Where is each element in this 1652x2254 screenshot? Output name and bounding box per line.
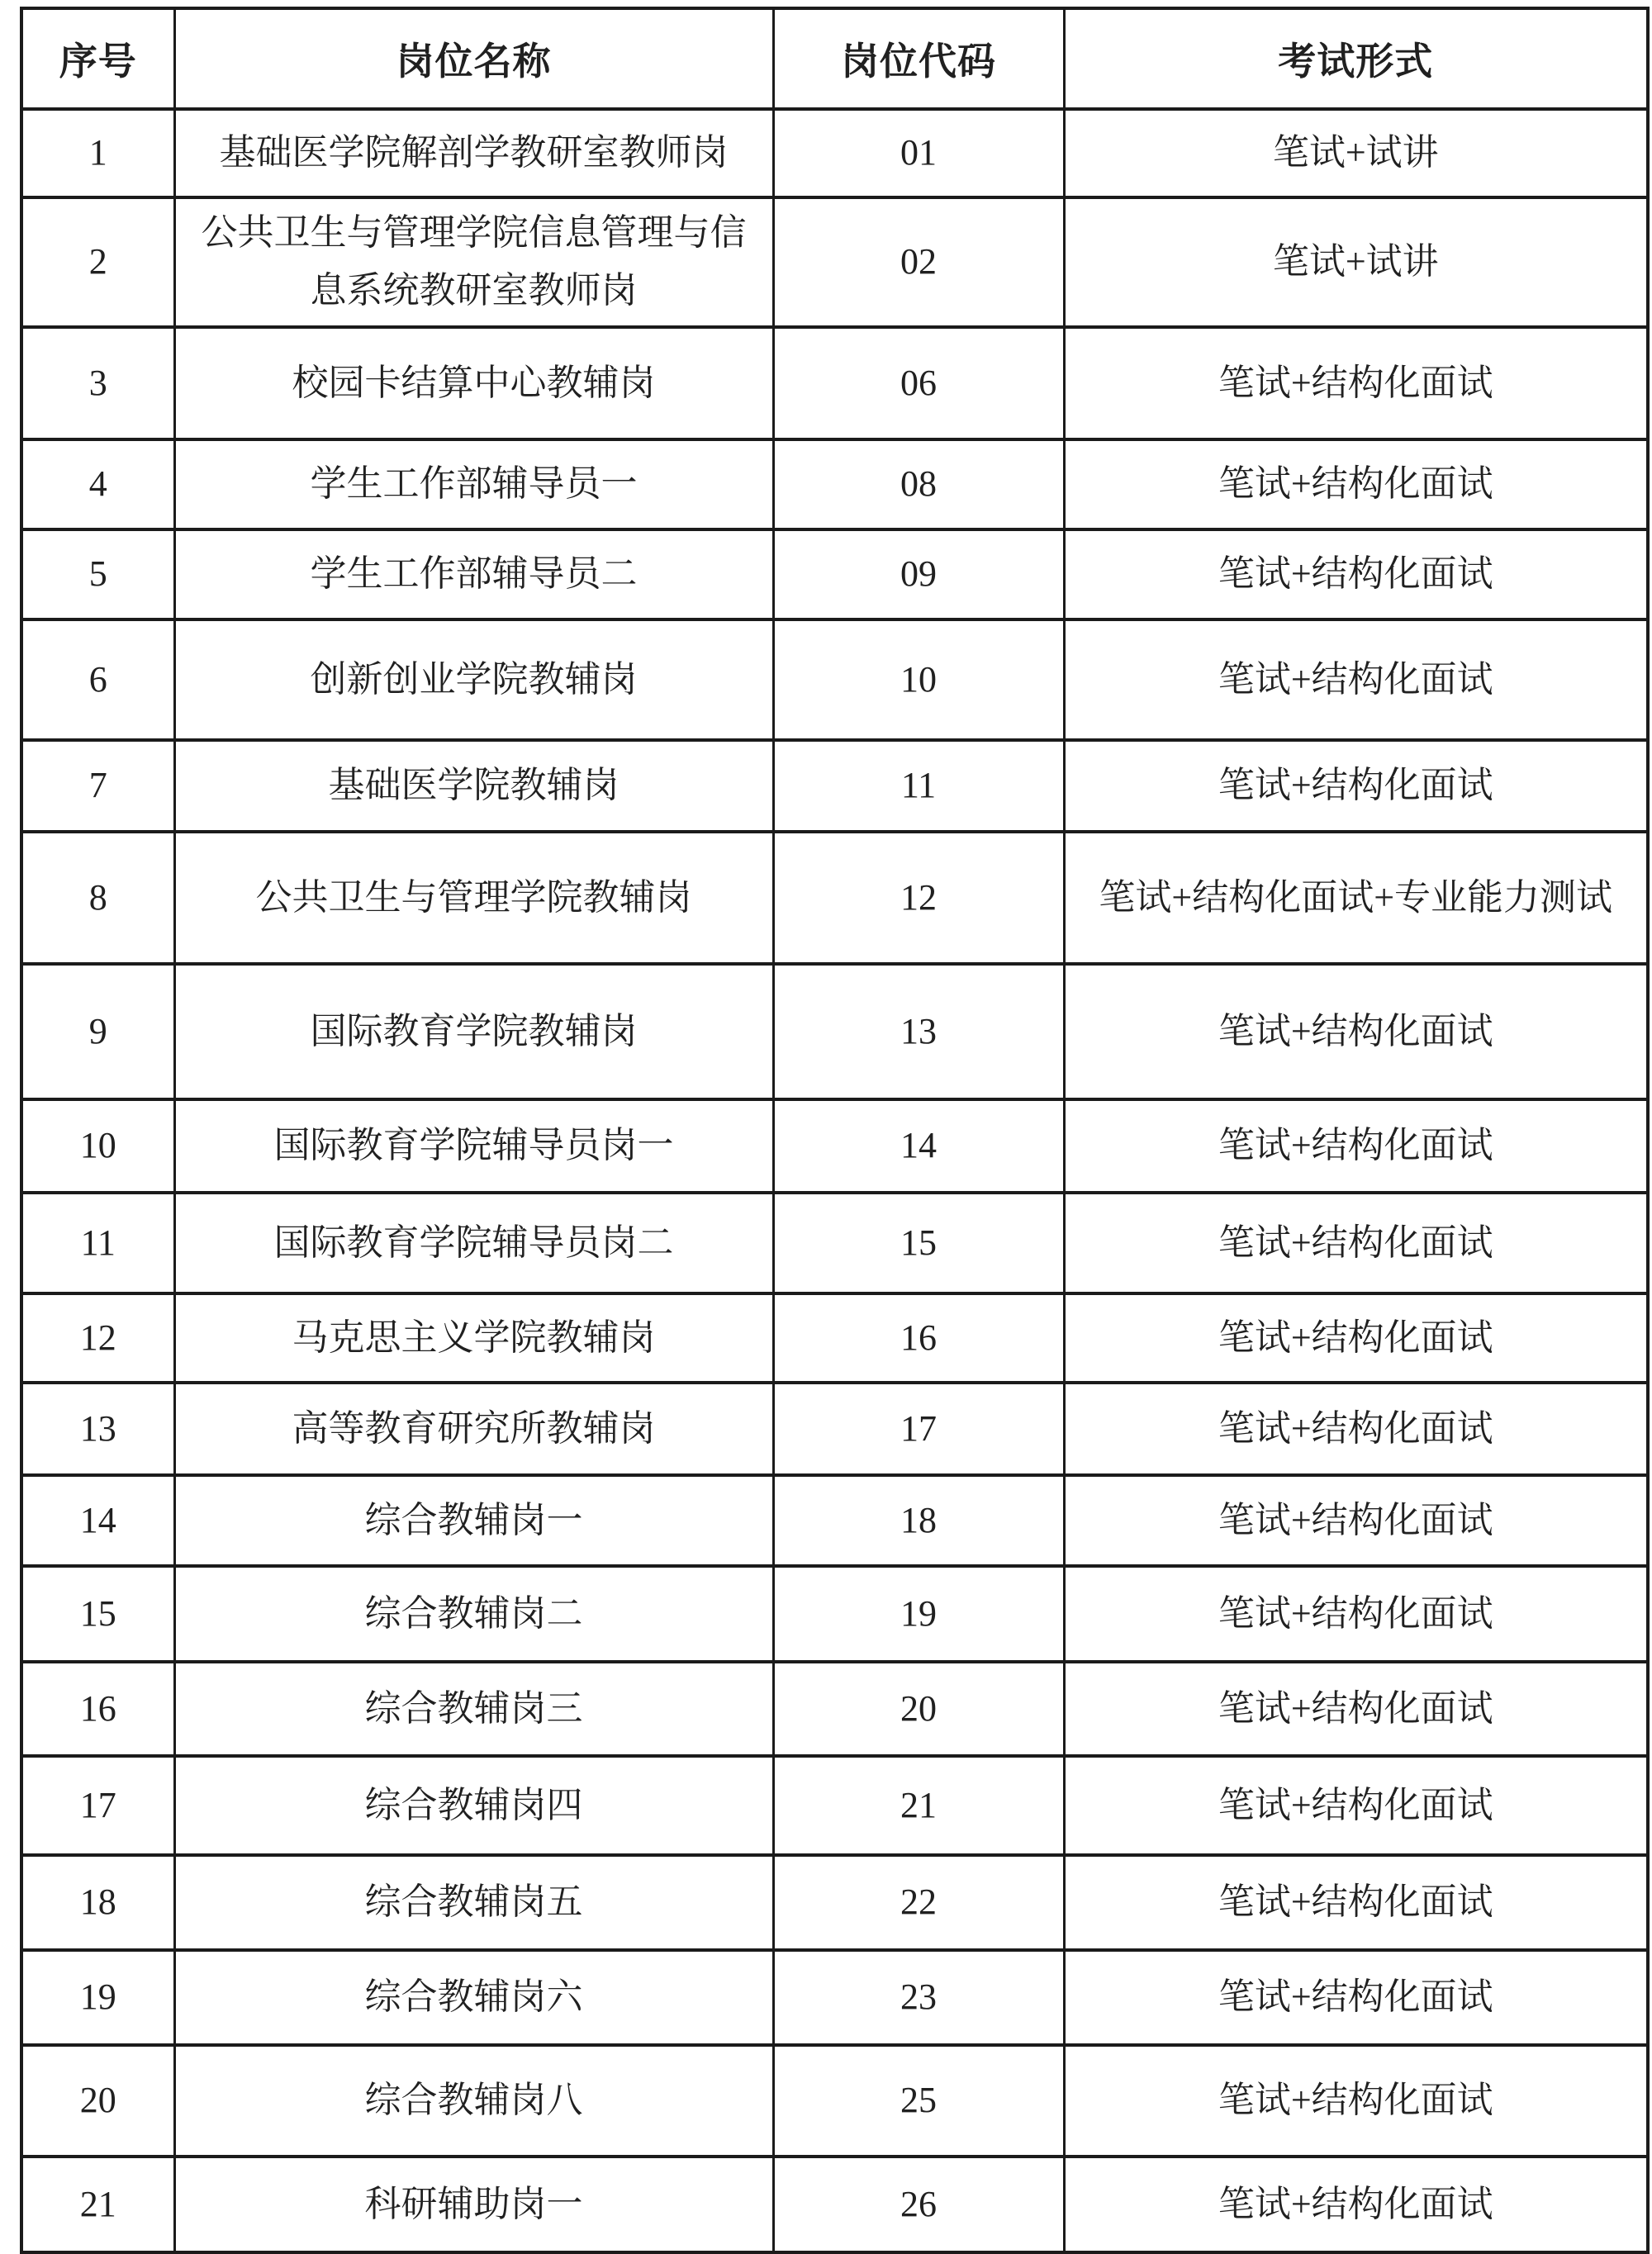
cell-exam: 笔试+试讲 (1064, 197, 1648, 327)
column-header-name: 岗位名称 (174, 8, 773, 109)
cell-exam: 笔试+结构化面试 (1064, 1662, 1648, 1756)
cell-index: 3 (21, 327, 174, 439)
table-row (21, 1293, 1648, 1383)
cell-name: 学生工作部辅导员二 (174, 529, 773, 619)
cell-name: 综合教辅岗三 (174, 1662, 773, 1756)
cell-code: 14 (773, 1099, 1064, 1193)
cell-name: 综合教辅岗六 (174, 1950, 773, 2045)
table-row (21, 1756, 1648, 1855)
cell-exam: 笔试+结构化面试 (1064, 740, 1648, 832)
cell-code: 12 (773, 832, 1064, 964)
cell-index: 17 (21, 1756, 174, 1855)
cell-name: 综合教辅岗一 (174, 1475, 773, 1566)
table-row (21, 197, 1648, 327)
cell-code: 08 (773, 439, 1064, 529)
cell-name: 国际教育学院辅导员岗二 (174, 1193, 773, 1293)
table-row (21, 740, 1648, 832)
cell-exam: 笔试+结构化面试 (1064, 1566, 1648, 1662)
cell-index: 19 (21, 1950, 174, 2045)
cell-exam: 笔试+结构化面试 (1064, 1293, 1648, 1383)
cell-index: 8 (21, 832, 174, 964)
table-row (21, 1383, 1648, 1475)
cell-index: 21 (21, 2157, 174, 2252)
cell-name: 基础医学院解剖学教研室教师岗 (174, 109, 773, 197)
cell-exam: 笔试+结构化面试 (1064, 2157, 1648, 2252)
cell-name: 公共卫生与管理学院信息管理与信息系统教研室教师岗 (174, 197, 773, 327)
table-row (21, 439, 1648, 529)
table-row (21, 327, 1648, 439)
cell-name: 高等教育研究所教辅岗 (174, 1383, 773, 1475)
cell-code: 01 (773, 109, 1064, 197)
cell-name: 综合教辅岗八 (174, 2045, 773, 2157)
cell-exam: 笔试+结构化面试 (1064, 1383, 1648, 1475)
cell-exam: 笔试+结构化面试 (1064, 1855, 1648, 1950)
table-row (21, 964, 1648, 1099)
table-row (21, 109, 1648, 197)
cell-exam: 笔试+结构化面试 (1064, 439, 1648, 529)
cell-exam: 笔试+结构化面试 (1064, 2045, 1648, 2157)
table-row (21, 1662, 1648, 1756)
cell-index: 6 (21, 619, 174, 740)
cell-name: 国际教育学院辅导员岗一 (174, 1099, 773, 1193)
cell-index: 5 (21, 529, 174, 619)
cell-exam: 笔试+结构化面试 (1064, 1099, 1648, 1193)
cell-index: 12 (21, 1293, 174, 1383)
cell-index: 10 (21, 1099, 174, 1193)
cell-name: 国际教育学院教辅岗 (174, 964, 773, 1099)
cell-name: 校园卡结算中心教辅岗 (174, 327, 773, 439)
table-body (21, 109, 1648, 2252)
cell-code: 26 (773, 2157, 1064, 2252)
table-row (21, 1950, 1648, 2045)
cell-index: 1 (21, 109, 174, 197)
table-row (21, 2157, 1648, 2252)
cell-code: 09 (773, 529, 1064, 619)
cell-code: 11 (773, 740, 1064, 832)
cell-name: 基础医学院教辅岗 (174, 740, 773, 832)
column-header-code: 岗位代码 (773, 8, 1064, 109)
cell-code: 20 (773, 1662, 1064, 1756)
table-row (21, 832, 1648, 964)
cell-code: 18 (773, 1475, 1064, 1566)
column-header-index: 序号 (21, 8, 174, 109)
cell-name: 综合教辅岗二 (174, 1566, 773, 1662)
table-row (21, 1193, 1648, 1293)
cell-exam: 笔试+结构化面试 (1064, 1475, 1648, 1566)
cell-code: 21 (773, 1756, 1064, 1855)
cell-code: 25 (773, 2045, 1064, 2157)
cell-code: 10 (773, 619, 1064, 740)
cell-exam: 笔试+结构化面试 (1064, 619, 1648, 740)
cell-exam: 笔试+结构化面试 (1064, 1193, 1648, 1293)
cell-code: 23 (773, 1950, 1064, 2045)
cell-index: 7 (21, 740, 174, 832)
table-row (21, 2045, 1648, 2157)
cell-code: 13 (773, 964, 1064, 1099)
table-header (21, 8, 1648, 109)
cell-index: 11 (21, 1193, 174, 1293)
cell-index: 9 (21, 964, 174, 1099)
cell-code: 19 (773, 1566, 1064, 1662)
cell-index: 15 (21, 1566, 174, 1662)
table-row (21, 529, 1648, 619)
column-header-exam: 考试形式 (1064, 8, 1648, 109)
cell-exam: 笔试+结构化面试 (1064, 964, 1648, 1099)
cell-code: 15 (773, 1193, 1064, 1293)
cell-code: 22 (773, 1855, 1064, 1950)
cell-code: 16 (773, 1293, 1064, 1383)
cell-exam: 笔试+结构化面试 (1064, 529, 1648, 619)
cell-code: 17 (773, 1383, 1064, 1475)
cell-code: 06 (773, 327, 1064, 439)
cell-name: 公共卫生与管理学院教辅岗 (174, 832, 773, 964)
cell-index: 2 (21, 197, 174, 327)
cell-exam: 笔试+试讲 (1064, 109, 1648, 197)
cell-index: 16 (21, 1662, 174, 1756)
cell-name: 马克思主义学院教辅岗 (174, 1293, 773, 1383)
cell-name: 综合教辅岗五 (174, 1855, 773, 1950)
table-row (21, 1855, 1648, 1950)
cell-index: 18 (21, 1855, 174, 1950)
cell-index: 4 (21, 439, 174, 529)
cell-exam: 笔试+结构化面试 (1064, 1756, 1648, 1855)
cell-name: 科研辅助岗一 (174, 2157, 773, 2252)
table-row (21, 1475, 1648, 1566)
cell-exam: 笔试+结构化面试 (1064, 1950, 1648, 2045)
cell-exam: 笔试+结构化面试+专业能力测试 (1064, 832, 1648, 964)
cell-code: 02 (773, 197, 1064, 327)
position-exam-table (20, 7, 1650, 2254)
cell-exam: 笔试+结构化面试 (1064, 327, 1648, 439)
cell-name: 综合教辅岗四 (174, 1756, 773, 1855)
table-row (21, 1099, 1648, 1193)
cell-index: 14 (21, 1475, 174, 1566)
cell-index: 13 (21, 1383, 174, 1475)
header-row (21, 8, 1648, 109)
cell-index: 20 (21, 2045, 174, 2157)
table-row (21, 1566, 1648, 1662)
cell-name: 学生工作部辅导员一 (174, 439, 773, 529)
table-row (21, 619, 1648, 740)
cell-name: 创新创业学院教辅岗 (174, 619, 773, 740)
